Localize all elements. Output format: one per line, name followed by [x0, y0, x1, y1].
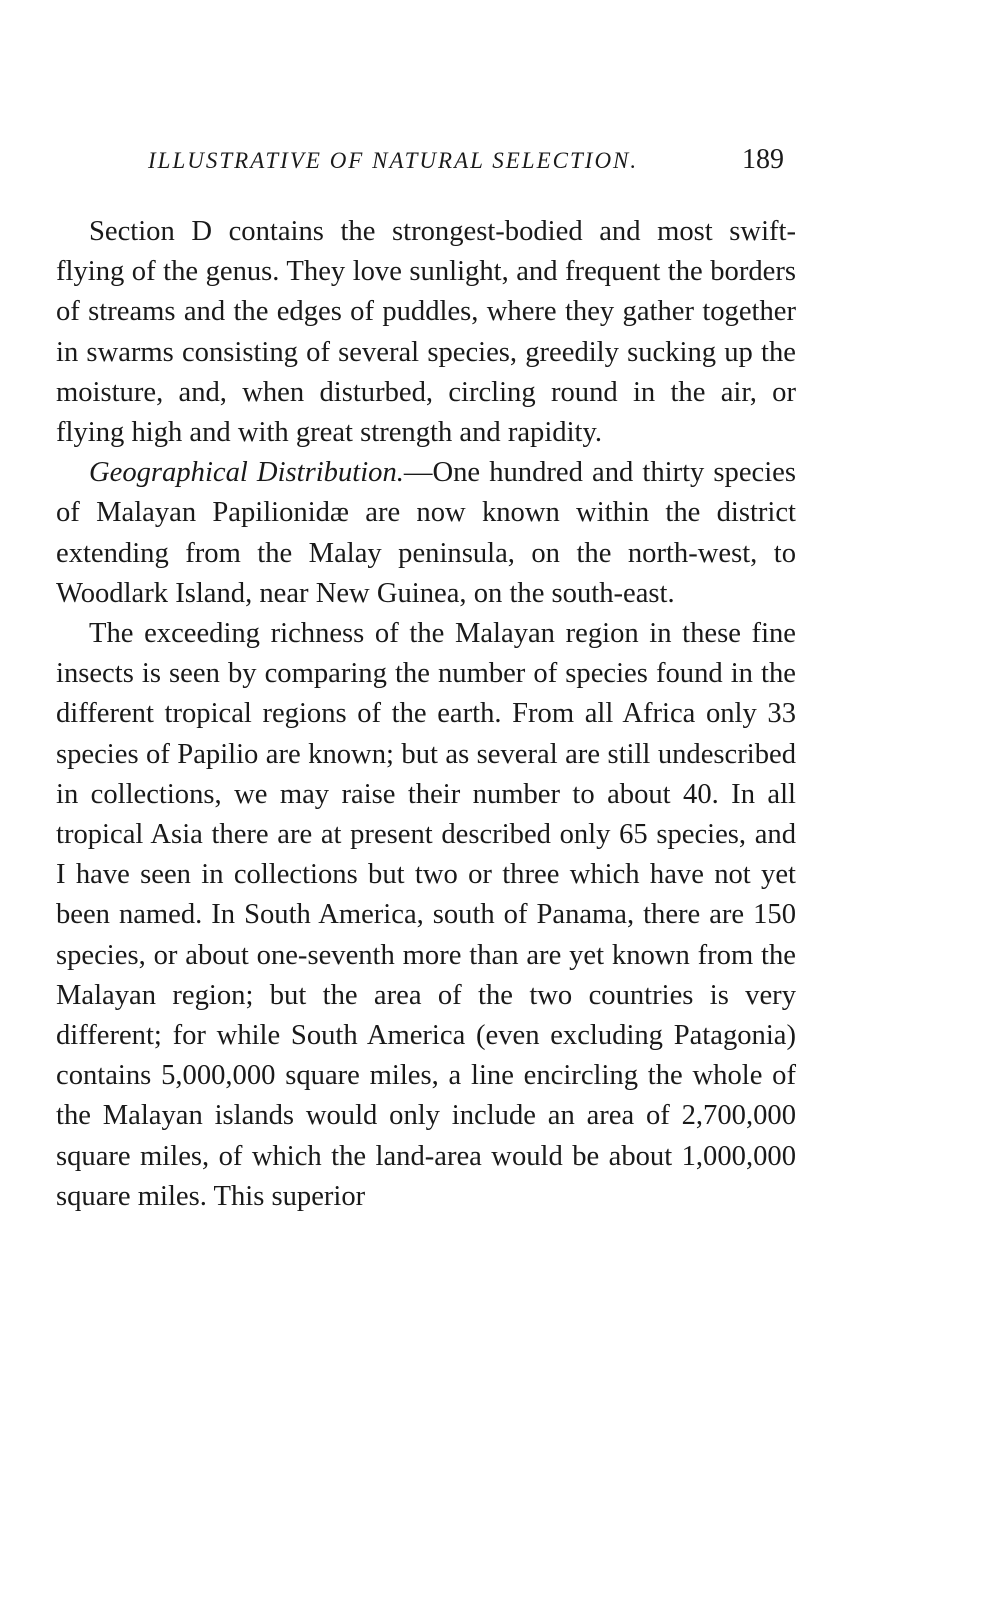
- body-text: [56, 212, 796, 1217]
- page-number: 189: [742, 144, 784, 175]
- running-title: ILLUSTRATIVE OF NATURAL SELECTION.: [148, 148, 639, 173]
- paragraph-text: —One hundred and thirty species of Malayan Papilionidæ are now known within the district extending from the Malay peninsula, on the north-west, to Woodlark Island, near New Guinea, on the south-east.: [56, 457, 796, 609]
- section-heading: Geographical Distribution.: [89, 457, 404, 489]
- paragraph-geographical-distribution: [56, 453, 796, 614]
- paragraph-section-d: Section D contains the strongest-bodied and most swift-flying of the genus. They love sunlight, and frequent the borders of streams and the edges of puddles, where they gather together in swarms consisting of several species, greedily sucking up the moisture, and, when disturbed, circling round in the air, or flying high and with great strength and rapidity.: [56, 216, 796, 449]
- paragraph-malayan-richness: The exceeding richness of the Malayan region in these fine insects is seen by comparing the number of species found in the different tropical regions of the earth. From all Africa only 33 species of Papilio are known; but as several are still undescribed in collections, we may raise their number to about 40. In all tropical Asia there are at present described only 65 species, and I have seen in collections but two or three which have not yet been named. In South America, south of Panama, there are 150 species, or about one-seventh more than are yet known from the Malayan region; but the area of the two countries is very different; for while South America (even excluding Patagonia) contains 5,000,000 square miles, a line encircling the whole of the Malayan islands would only include an area of 2,700,000 square miles, of which the land-area would be about 1,000,000 square miles. This superior: [56, 618, 796, 1212]
